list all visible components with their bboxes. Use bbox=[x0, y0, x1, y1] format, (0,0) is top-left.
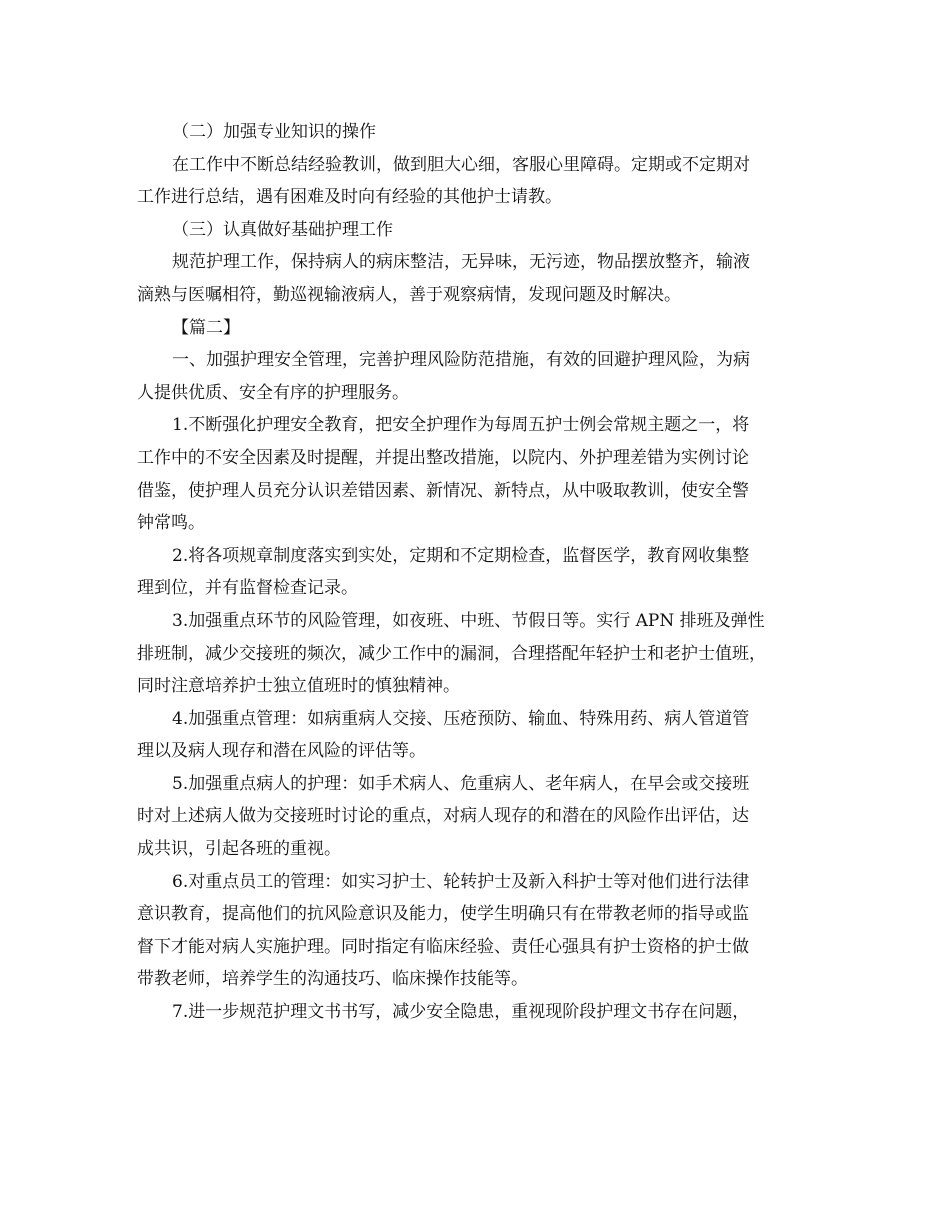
text-line: 时对上述病人做为交接班时讨论的重点，对病人现存的和潜在的风险作出评估，达 bbox=[137, 806, 749, 827]
text-line: 工作进行总结，遇有困难及时向有经验的其他护士请教。 bbox=[137, 187, 562, 208]
text-line: 2.将各项规章制度落实到实处，定期和不定期检查，监督医学，教育网收集整 bbox=[172, 545, 750, 566]
text-line: 排班制，减少交接班的频次，减少工作中的漏洞，合理搭配年轻护士和老护士值班， bbox=[137, 643, 766, 664]
text-line: 4.加强重点管理：如病重病人交接、压疮预防、输血、特殊用药、病人管道管 bbox=[172, 708, 750, 729]
text-line: 同时注意培养护士独立值班时的慎独精神。 bbox=[137, 676, 460, 697]
text-line: 5.加强重点病人的护理：如手术病人、危重病人、老年病人，在早会或交接班 bbox=[172, 773, 750, 794]
text-line: 人提供优质、安全有序的护理服务。 bbox=[137, 382, 409, 403]
text-line: 一、加强护理安全管理，完善护理风险防范措施，有效的回避护理风险，为病 bbox=[172, 350, 750, 371]
document-body bbox=[137, 116, 823, 1029]
text-line: 在工作中不断总结经验教训，做到胆大心细，客服心里障碍。定期或不定期对 bbox=[172, 154, 750, 175]
text-line: 理以及病人现存和潜在风险的评估等。 bbox=[137, 741, 426, 762]
text-line: 带教老师，培养学生的沟通技巧、临床操作技能等。 bbox=[137, 969, 528, 990]
text-line: 3.加强重点环节的风险管理，如夜班、中班、节假日等。实行 APN 排班及弹性 bbox=[172, 610, 765, 631]
text-line: 【篇二】 bbox=[172, 317, 240, 338]
text-line: 7.进一步规范护理文书书写，减少安全隐患，重视现阶段护理文书存在问题， bbox=[172, 1002, 750, 1023]
text-line: 意识教育，提高他们的抗风险意识及能力，使学生明确只有在带教老师的指导或监 bbox=[137, 904, 749, 925]
text-line: （三）认真做好基础护理工作 bbox=[172, 219, 393, 240]
text-line: 6.对重点员工的管理：如实习护士、轮转护士及新入科护士等对他们进行法律 bbox=[172, 871, 750, 892]
text-line: 督下才能对病人实施护理。同时指定有临床经验、责任心强具有护士资格的护士做 bbox=[137, 936, 749, 957]
text-line: （二）加强专业知识的操作 bbox=[172, 122, 376, 142]
text-line: 借鉴，使护理人员充分认识差错因素、新情况、新特点，从中吸取教训，使安全警 bbox=[137, 480, 749, 501]
text-line: 滴熟与医嘱相符，勤巡视输液病人，善于观察病情，发现问题及时解决。 bbox=[137, 284, 681, 305]
text-line: 成共识，引起各班的重视。 bbox=[137, 839, 341, 860]
text-line: 1.不断强化护理安全教育，把安全护理作为每周五护士例会常规主题之一，将 bbox=[172, 415, 750, 436]
text-line: 规范护理工作，保持病人的病床整洁，无异味，无污迹，物品摆放整齐，输液 bbox=[172, 252, 750, 273]
text-line: 钟常鸣。 bbox=[137, 513, 205, 534]
text-line: 理到位，并有监督检查记录。 bbox=[137, 578, 358, 599]
text-line: 工作中的不安全因素及时提醒，并提出整改措施，以院内、外护理差错为实例讨论 bbox=[137, 447, 749, 468]
